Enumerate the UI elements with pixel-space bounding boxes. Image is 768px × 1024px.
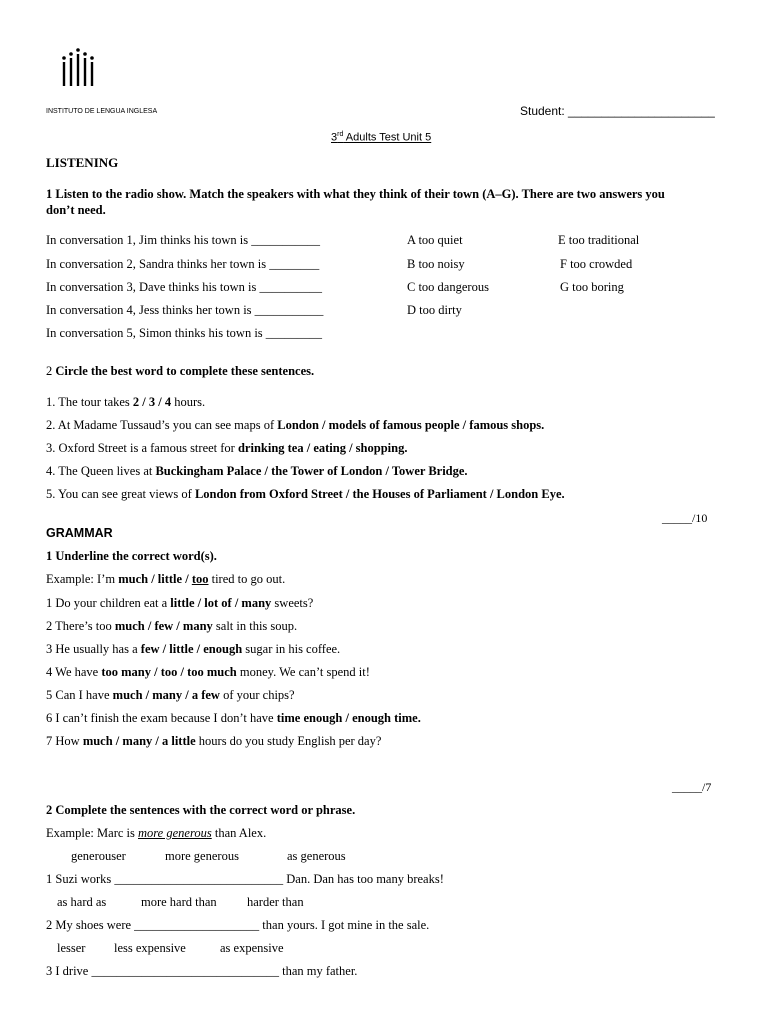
q1-item: In conversation 4, Jess thinks her town is ___________ [46, 303, 324, 317]
q1-item: In conversation 2, Sandra thinks her town is ________ [46, 257, 320, 271]
grammar-score: _____/7 [672, 780, 712, 794]
q1-item: In conversation 3, Dave thinks his town is __________ [46, 280, 323, 294]
listening-q2-instruction: 2 Circle the best word to complete these sentences. [46, 364, 315, 378]
grammar-item: 3 He usually has a few / little / enough sugar in his coffee. [46, 642, 341, 656]
example-option: more generous [165, 849, 239, 863]
q1-item: In conversation 5, Simon thinks his town is _________ [46, 326, 323, 340]
option: C too dangerous [407, 280, 489, 294]
student-field[interactable]: Student: ______________________ [520, 104, 715, 118]
q2-item: 3. Oxford Street is a famous street for drinking tea / eating / shopping. [46, 441, 408, 455]
grammar-q2-item: 2 My shoes were ____________________ than yours. I got mine in the sale. [46, 918, 430, 932]
q2-item: 5. You can see great views of London from Oxford Street / the Houses of Parliament / London Eye. [46, 487, 565, 501]
institute-logo [56, 44, 102, 90]
grammar-item: 7 How much / many / a little hours do you study English per day? [46, 734, 382, 748]
grammar-example: Example: I’m much / little / too tired to go out. [46, 572, 286, 586]
grammar-item: 4 We have too many / too / too much money. We can’t spend it! [46, 665, 370, 679]
option: A too quiet [407, 233, 463, 247]
q2-item: 1. The tour takes 2 / 3 / 4 hours. [46, 395, 206, 409]
listening-heading: LISTENING [46, 155, 119, 170]
q1-item: In conversation 1, Jim thinks his town is ___________ [46, 233, 320, 247]
grammar-q2-item: 1 Suzi works ___________________________ Dan. Dan has too many breaks! [46, 872, 444, 886]
example-option: generouser [71, 849, 126, 863]
grammar-item: 6 I can’t finish the exam because I don’t have time enough / enough time. [46, 711, 421, 725]
option: G too boring [560, 280, 624, 294]
test-title: 3rd Adults Test Unit 5 [331, 131, 432, 144]
listening-q1-instruction: 1 Listen to the radio show. Match the speakers with what they think of their town (A–G). There are two answers you don’t need. [46, 187, 665, 217]
q2-item: 4. The Queen lives at Buckingham Palace / the Tower of London / Tower Bridge. [46, 464, 468, 478]
option: B too noisy [407, 257, 465, 271]
grammar-q1-instruction: 1 Underline the correct word(s). [46, 549, 217, 563]
grammar-q2-item: 3 I drive ______________________________ than my father. [46, 964, 358, 978]
grammar-item: 1 Do your children eat a little / lot of / many sweets? [46, 596, 314, 610]
option: F too crowded [560, 257, 633, 271]
grammar-q2-instruction: 2 Complete the sentences with the correct word or phrase. [46, 803, 356, 817]
option: E too traditional [558, 233, 640, 247]
q2-option: less expensive [114, 941, 186, 955]
q2-option: as expensive [220, 941, 284, 955]
q2-option: harder than [247, 895, 304, 909]
example-option: as generous [287, 849, 346, 863]
grammar-heading: GRAMMAR [46, 526, 113, 540]
q2-option: more hard than [141, 895, 217, 909]
listening-score: _____/10 [662, 511, 708, 525]
grammar-q2-example: Example: Marc is more generous than Alex. [46, 826, 267, 840]
grammar-item: 2 There’s too much / few / many salt in this soup. [46, 619, 298, 633]
q2-option: lesser [57, 941, 86, 955]
grammar-item: 5 Can I have much / many / a few of your chips? [46, 688, 295, 702]
q2-item: 2. At Madame Tussaud’s you can see maps of London / models of famous people / famous shops. [46, 418, 545, 432]
q2-option: as hard as [57, 895, 107, 909]
institute-name: INSTITUTO DE LENGUA INGLESA [46, 108, 158, 115]
option: D too dirty [407, 303, 462, 317]
